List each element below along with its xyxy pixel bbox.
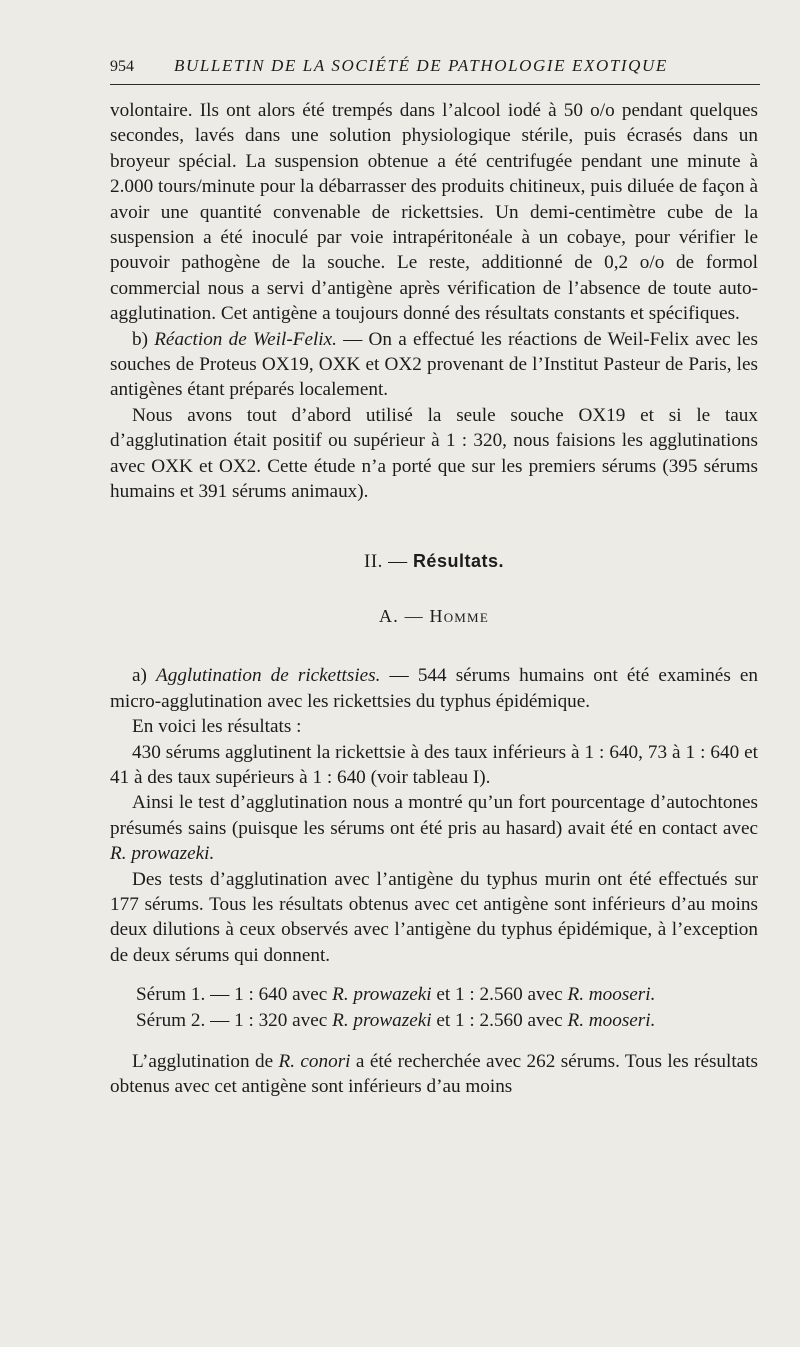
section-title: Résultats. [412,550,504,571]
species-name: R. prowazeki [332,1009,432,1031]
paragraph [110,663,758,714]
section-heading [110,549,758,574]
paragraph-text: a été recherchée avec 262 sérums. Tous les résultats obtenus avec cet antigène sont inférieurs d’au moins [110,1051,758,1098]
serum-results [110,982,758,1033]
paragraph: Nous avons tout d’abord utilisé la seule souche OX19 et si le taux d’agglutination était positif ou supérieur à 1 : 320, nous faisions les agglutinations avec OXK et OX2. Cette étude n’a porté que sur les premiers sérums (395 sérums humains et 391 sérums animaux). [110,404,758,503]
paragraph-text: Ainsi le test d’agglutination nous a montré qu’un fort pourcentage d’autochtones présumés sains (puisque les sérums ont été pris au hasard) avait été en contact avec [110,792,758,839]
serum-line [110,1008,758,1033]
section-number: II. — [364,550,413,572]
paragraph-text: L’agglutination de [132,1051,279,1072]
species-name: R. prowazeki. [110,843,215,865]
paragraph-title: Réaction de Weil-Felix. [154,328,337,350]
paragraph: En voici les résultats : [132,716,302,738]
paragraph [110,1049,758,1100]
serum-text: et 1 : 2.560 avec [431,1009,568,1031]
subsection-prefix: A. — [379,605,430,626]
species-name: R. mooseri. [567,1009,656,1031]
paragraph: 430 sérums agglutinent la rickettsie à des taux inférieurs à 1 : 640, 73 à 1 : 640 et 41 à des taux supérieurs à 1 : 640 (voir tableau I). [110,741,758,788]
serum-text: Sérum 1. — 1 : 640 avec [136,984,333,1006]
subsection-title: Homme [429,605,489,626]
species-name: R. prowazeki [332,984,432,1006]
paragraph-text: — 544 sérums humains ont été examinés en micro-agglutination avec les rickettsies du typhus épidémique. [110,665,758,712]
species-name: R. conori [278,1051,351,1072]
paragraph: volontaire. Ils ont alors été trempés dans l’alcool iodé à 50 o/o pendant quelques secondes, lavés dans une solution physiologique stérile, puis écrasés dans un broyeur spécial. La suspension obtenue a été centrifugée pendant une minute à 2.000 tours/minute pour la débarrasser des produits chitineux, puis diluée de façon à avoir une quantité convenable de rickettsies. Un demi-centimètre cube de la suspension a été inoculé par voie intrapéritonéale à un cobaye, pour vérifier le pouvoir pathogène de la souche. Le reste, additionné de 0,2 o/o de formol commercial nous a servi d’antigène après vérification de l’absence de toute auto-agglutination. Cet antigène a toujours donné des résultats constants et spécifiques. [110,100,758,325]
species-name: R. mooseri. [567,984,656,1006]
serum-line [110,982,758,1007]
paragraph-title: Agglutination de rickettsies. [156,665,381,687]
page-number: 954 [110,58,134,75]
body-text [110,98,758,1100]
paragraph: Des tests d’agglutination avec l’antigène du typhus murin ont été effectués sur 177 sérums. Tous les résultats obtenus avec cet antigène sont inférieurs d’au moins deux dilutions à ceux observés avec l’antigène du typhus épidémique, à l’exception de deux sérums qui donnent. [110,868,758,966]
subsection-heading [110,604,758,629]
serum-text: Sérum 2. — 1 : 320 avec [136,1009,333,1031]
paragraph [110,327,758,403]
item-label: b) [132,328,155,350]
serum-text: et 1 : 2.560 avec [431,984,568,1006]
running-title: BULLETIN DE LA SOCIÉTÉ DE PATHOLOGIE EXOTIQUE [174,56,668,75]
paragraph [110,790,758,866]
item-label: a) [132,665,157,687]
running-header [110,52,760,85]
paragraph-text: — On a effectué les réactions de Weil-Felix avec les souches de Proteus OX19, OXK et OX2 provenant de l’Institut Pasteur de Paris, les antigènes étant préparés localement. [110,328,759,401]
